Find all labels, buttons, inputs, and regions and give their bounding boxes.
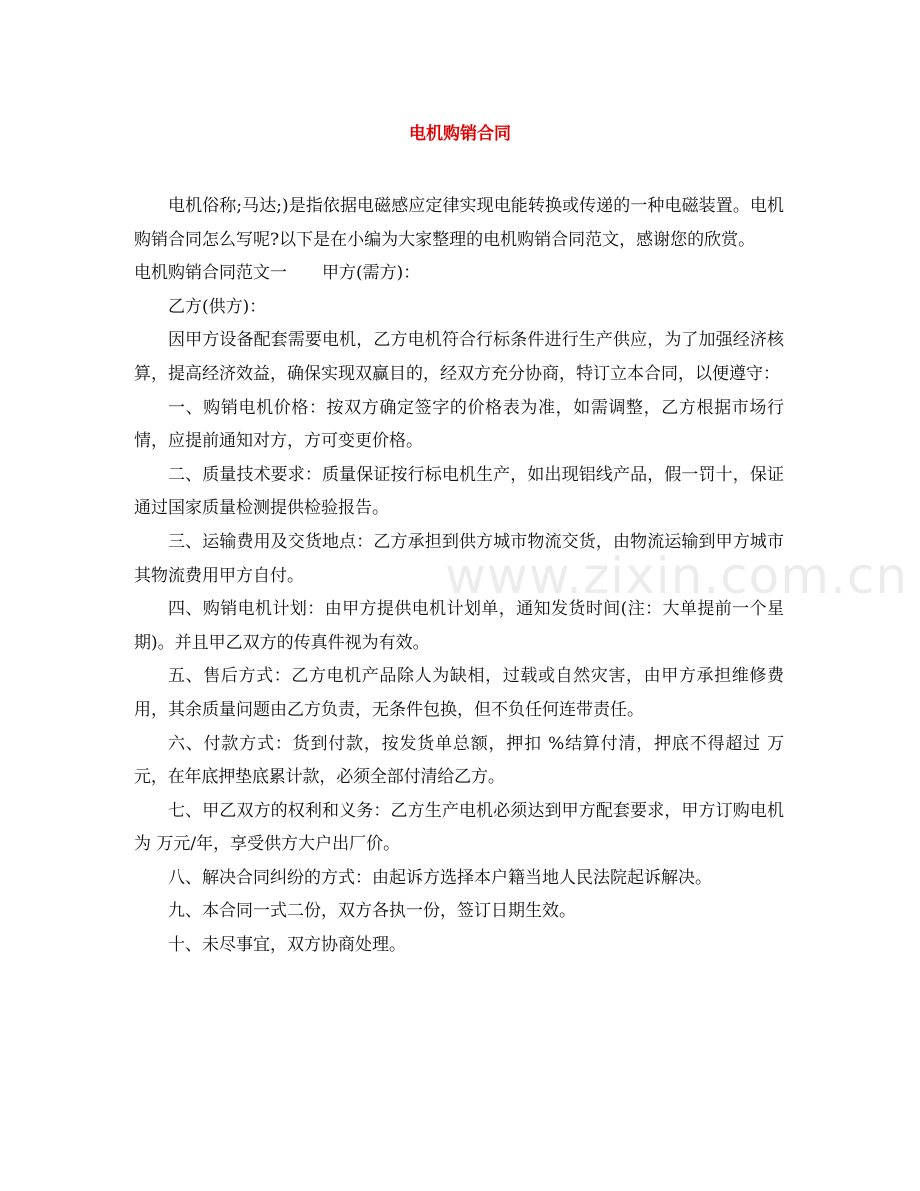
clause-6: 六、付款方式：货到付款，按发货单总额，押扣 %结算付清，押底不得超过 万元，在年底押垫底累计款，必须全部付清给乙方。 bbox=[134, 733, 784, 788]
clause-3: 三、运输费用及交货地点：乙方承担到供方城市物流交货，由物流运输到甲方城市其物流费用甲方自付。 bbox=[134, 531, 784, 586]
clause-8: 八、解决合同纠纷的方式：由起诉方选择本户籍当地人民法院起诉解决。 bbox=[168, 867, 712, 888]
document-title: 电机购销合同 bbox=[409, 124, 511, 144]
clause-7: 七、甲乙双方的权利和义务：乙方生产电机必须达到甲方配套要求，甲方订购电机为 万元/年，享受供方大户出厂价。 bbox=[134, 800, 784, 855]
clause-10: 十、未尽事宜，双方协商处理。 bbox=[168, 935, 406, 956]
party-b-label: 乙方(供方)： bbox=[168, 296, 267, 317]
document-body bbox=[134, 190, 784, 963]
clause-1: 一、购销电机价格：按双方确定签字的价格表为准，如需调整，乙方根据市场行情，应提前通知对方，方可变更价格。 bbox=[134, 397, 784, 452]
clause-2: 二、质量技术要求：质量保证按行标电机生产，如出现铝线产品，假一罚十，保证通过国家质量检测提供检验报告。 bbox=[134, 464, 784, 519]
party-a-label: 甲方(需方)： bbox=[322, 263, 421, 284]
clause-5: 五、售后方式：乙方电机产品除人为缺相，过载或自然灾害，由甲方承担维修费用，其余质量问题由乙方负责，无条件包换，但不负任何连带责任。 bbox=[134, 666, 784, 720]
sample-heading-row bbox=[134, 257, 784, 291]
clause-9: 九、本合同一式二份，双方各执一份，签订日期生效。 bbox=[168, 901, 576, 922]
preamble-paragraph: 因甲方设备配套需要电机，乙方电机符合行标条件进行生产供应，为了加强经济核算，提高经济效益，确保实现双赢目的，经双方充分协商，特订立本合同，以便遵守： bbox=[134, 330, 784, 384]
watermark-text: www.zixin.com.cn bbox=[445, 547, 909, 605]
clause-4: 四、购销电机计划：由甲方提供电机计划单，通知发货时间(注：大单提前一个星期)。并且甲乙双方的传真件视为有效。 bbox=[134, 599, 784, 653]
intro-paragraph: 电机俗称;马达;)是指依据电磁感应定律实现电能转换或传递的一种电磁装置。电机购销合同怎么写呢?以下是在小编为大家整理的电机购销合同范文，感谢您的欣赏。 bbox=[134, 196, 784, 250]
sample-heading: 电机购销合同范文一 bbox=[134, 263, 287, 284]
